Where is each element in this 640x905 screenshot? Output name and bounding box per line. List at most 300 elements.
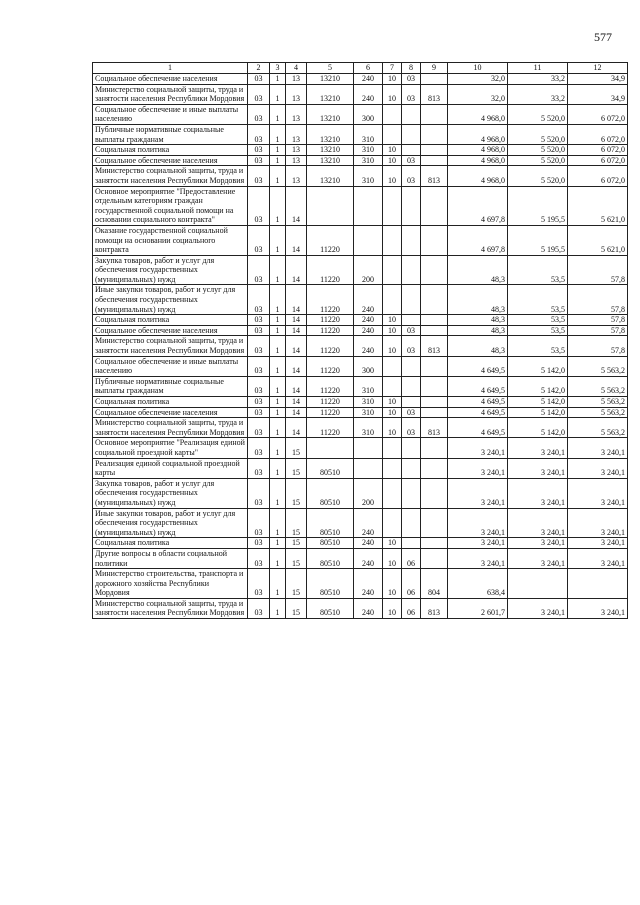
code-cell: 15 xyxy=(286,538,307,549)
code-cell xyxy=(383,508,402,538)
code-cell xyxy=(402,356,421,376)
table-row xyxy=(93,407,628,418)
code-cell xyxy=(402,104,421,124)
code-cell xyxy=(383,255,402,285)
amount-cell: 53,5 xyxy=(508,285,568,315)
code-cell: 03 xyxy=(248,145,270,156)
amount-cell: 3 240,1 xyxy=(568,508,628,538)
amount-cell: 4 649,5 xyxy=(448,418,508,438)
code-cell xyxy=(402,376,421,396)
code-cell: 310 xyxy=(354,418,383,438)
code-cell: 14 xyxy=(286,255,307,285)
code-cell: 14 xyxy=(286,397,307,408)
code-cell: 1 xyxy=(270,478,286,508)
code-cell: 240 xyxy=(354,598,383,618)
code-cell xyxy=(383,124,402,144)
amount-cell: 53,5 xyxy=(508,255,568,285)
amount-cell: 6 072,0 xyxy=(568,166,628,186)
code-cell: 1 xyxy=(270,407,286,418)
amount-cell: 57,8 xyxy=(568,336,628,356)
code-cell xyxy=(402,315,421,326)
code-cell: 200 xyxy=(354,255,383,285)
code-cell: 310 xyxy=(354,166,383,186)
code-cell: 13 xyxy=(286,84,307,104)
amount-cell: 3 240,1 xyxy=(508,508,568,538)
code-cell xyxy=(402,508,421,538)
code-cell: 1 xyxy=(270,548,286,568)
code-cell: 10 xyxy=(383,407,402,418)
amount-cell: 5 520,0 xyxy=(508,166,568,186)
code-cell xyxy=(383,438,402,458)
code-cell: 80510 xyxy=(307,458,354,478)
code-cell: 240 xyxy=(354,315,383,326)
code-cell: 10 xyxy=(383,84,402,104)
code-cell xyxy=(402,538,421,549)
code-cell: 1 xyxy=(270,376,286,396)
amount-cell: 5 621,0 xyxy=(568,186,628,225)
code-cell xyxy=(402,285,421,315)
code-cell: 03 xyxy=(248,255,270,285)
code-cell xyxy=(402,186,421,225)
code-cell: 10 xyxy=(383,145,402,156)
code-cell: 13 xyxy=(286,104,307,124)
code-cell xyxy=(421,407,448,418)
code-cell: 03 xyxy=(248,186,270,225)
code-cell xyxy=(421,376,448,396)
code-cell xyxy=(383,186,402,225)
amount-cell: 5 195,5 xyxy=(508,225,568,255)
code-cell xyxy=(421,124,448,144)
amount-cell: 3 240,1 xyxy=(448,438,508,458)
code-cell xyxy=(421,356,448,376)
amount-cell: 4 968,0 xyxy=(448,166,508,186)
table-row xyxy=(93,458,628,478)
code-cell: 03 xyxy=(248,569,270,599)
code-cell: 813 xyxy=(421,418,448,438)
amount-cell: 57,8 xyxy=(568,255,628,285)
code-cell: 11220 xyxy=(307,336,354,356)
amount-cell: 4 968,0 xyxy=(448,155,508,166)
row-name-cell: Иные закупки товаров, работ и услуг для обеспечения государственных (муниципальных) нужд xyxy=(93,285,248,315)
row-name-cell: Социальная политика xyxy=(93,538,248,549)
amount-cell: 3 240,1 xyxy=(508,598,568,618)
amount-cell: 4 649,5 xyxy=(448,356,508,376)
code-cell: 10 xyxy=(383,336,402,356)
amount-cell: 33,2 xyxy=(508,84,568,104)
table-row xyxy=(93,397,628,408)
row-name-cell: Министерство строительства, транспорта и дорожного хозяйства Республики Мордовия xyxy=(93,569,248,599)
code-cell: 80510 xyxy=(307,598,354,618)
amount-cell: 5 520,0 xyxy=(508,155,568,166)
table-row xyxy=(93,508,628,538)
amount-cell: 4 968,0 xyxy=(448,145,508,156)
code-cell xyxy=(402,124,421,144)
code-cell: 03 xyxy=(248,376,270,396)
code-cell: 1 xyxy=(270,225,286,255)
column-header: 12 xyxy=(568,63,628,74)
code-cell xyxy=(421,478,448,508)
code-cell: 13 xyxy=(286,155,307,166)
code-cell xyxy=(402,145,421,156)
code-cell xyxy=(402,225,421,255)
code-cell: 14 xyxy=(286,356,307,376)
code-cell: 10 xyxy=(383,569,402,599)
table-row xyxy=(93,285,628,315)
code-cell: 804 xyxy=(421,569,448,599)
amount-cell: 5 563,2 xyxy=(568,407,628,418)
amount-cell: 57,8 xyxy=(568,315,628,326)
row-name-cell: Социальное обеспечение населения xyxy=(93,325,248,336)
code-cell: 13 xyxy=(286,166,307,186)
code-cell: 1 xyxy=(270,74,286,85)
amount-cell: 3 240,1 xyxy=(508,538,568,549)
table-row xyxy=(93,598,628,618)
code-cell: 03 xyxy=(248,325,270,336)
code-cell xyxy=(421,255,448,285)
code-cell xyxy=(421,548,448,568)
amount-cell: 48,3 xyxy=(448,325,508,336)
code-cell: 1 xyxy=(270,325,286,336)
amount-cell: 3 240,1 xyxy=(568,438,628,458)
code-cell: 13 xyxy=(286,145,307,156)
code-cell: 14 xyxy=(286,315,307,326)
code-cell: 11220 xyxy=(307,418,354,438)
amount-cell: 3 240,1 xyxy=(568,598,628,618)
row-name-cell: Закупка товаров, работ и услуг для обеспечения государственных (муниципальных) нужд xyxy=(93,255,248,285)
amount-cell: 3 240,1 xyxy=(508,438,568,458)
row-name-cell: Публичные нормативные социальные выплаты гражданам xyxy=(93,124,248,144)
code-cell: 1 xyxy=(270,538,286,549)
code-cell: 14 xyxy=(286,225,307,255)
code-cell: 03 xyxy=(402,155,421,166)
code-cell: 240 xyxy=(354,74,383,85)
code-cell: 10 xyxy=(383,548,402,568)
amount-cell: 4 649,5 xyxy=(448,397,508,408)
row-name-cell: Министерство социальной защиты, труда и занятости населения Республики Мордовия xyxy=(93,336,248,356)
column-header: 6 xyxy=(354,63,383,74)
code-cell: 13210 xyxy=(307,145,354,156)
code-cell: 11220 xyxy=(307,397,354,408)
code-cell xyxy=(421,315,448,326)
code-cell: 10 xyxy=(383,155,402,166)
code-cell: 03 xyxy=(248,155,270,166)
table-row xyxy=(93,315,628,326)
amount-cell: 3 240,1 xyxy=(448,548,508,568)
code-cell: 1 xyxy=(270,124,286,144)
code-cell: 03 xyxy=(248,104,270,124)
code-cell: 14 xyxy=(286,336,307,356)
table-row xyxy=(93,418,628,438)
code-cell: 1 xyxy=(270,84,286,104)
code-cell: 1 xyxy=(270,145,286,156)
code-cell: 14 xyxy=(286,407,307,418)
row-name-cell: Министерство социальной защиты, труда и занятости населения Республики Мордовия xyxy=(93,598,248,618)
code-cell xyxy=(421,104,448,124)
row-name-cell: Социальное обеспечение населения xyxy=(93,74,248,85)
code-cell: 1 xyxy=(270,598,286,618)
column-header: 11 xyxy=(508,63,568,74)
amount-cell: 5 563,2 xyxy=(568,356,628,376)
table-row xyxy=(93,104,628,124)
code-cell: 80510 xyxy=(307,508,354,538)
code-cell xyxy=(421,155,448,166)
table-row xyxy=(93,325,628,336)
amount-cell: 4 649,5 xyxy=(448,407,508,418)
code-cell: 15 xyxy=(286,598,307,618)
code-cell xyxy=(307,186,354,225)
table-row xyxy=(93,376,628,396)
amount-cell: 48,3 xyxy=(448,336,508,356)
code-cell: 80510 xyxy=(307,548,354,568)
code-cell: 03 xyxy=(402,336,421,356)
amount-cell: 3 240,1 xyxy=(448,458,508,478)
amount-cell: 5 621,0 xyxy=(568,225,628,255)
amount-cell: 5 195,5 xyxy=(508,186,568,225)
column-header: 8 xyxy=(402,63,421,74)
code-cell: 240 xyxy=(354,569,383,599)
code-cell xyxy=(421,74,448,85)
amount-cell: 3 240,1 xyxy=(508,458,568,478)
code-cell xyxy=(421,325,448,336)
code-cell: 80510 xyxy=(307,478,354,508)
amount-cell: 4 968,0 xyxy=(448,124,508,144)
code-cell: 03 xyxy=(248,356,270,376)
row-name-cell: Основное мероприятие "Реализация единой социальной проездной карты" xyxy=(93,438,248,458)
code-cell: 813 xyxy=(421,84,448,104)
table-row xyxy=(93,438,628,458)
code-cell: 15 xyxy=(286,458,307,478)
code-cell: 240 xyxy=(354,538,383,549)
amount-cell: 53,5 xyxy=(508,325,568,336)
row-name-cell: Социальное обеспечение и иные выплаты населению xyxy=(93,104,248,124)
code-cell: 13 xyxy=(286,124,307,144)
code-cell xyxy=(402,255,421,285)
amount-cell: 34,9 xyxy=(568,84,628,104)
amount-cell: 5 563,2 xyxy=(568,418,628,438)
row-name-cell: Министерство социальной защиты, труда и занятости населения Республики Мордовия xyxy=(93,84,248,104)
amount-cell: 3 240,1 xyxy=(568,548,628,568)
code-cell xyxy=(421,397,448,408)
code-cell: 14 xyxy=(286,418,307,438)
table-row xyxy=(93,74,628,85)
code-cell: 1 xyxy=(270,508,286,538)
amount-cell xyxy=(568,569,628,599)
amount-cell: 5 520,0 xyxy=(508,145,568,156)
code-cell: 03 xyxy=(248,225,270,255)
row-name-cell: Основное мероприятие "Предоставление отдельным категориям граждан государственной социальной помощи на основании социального контракта" xyxy=(93,186,248,225)
amount-cell: 6 072,0 xyxy=(568,104,628,124)
code-cell: 14 xyxy=(286,376,307,396)
code-cell xyxy=(421,186,448,225)
column-number-row xyxy=(93,63,628,74)
row-name-cell: Закупка товаров, работ и услуг для обеспечения государственных (муниципальных) нужд xyxy=(93,478,248,508)
row-name-cell: Социальная политика xyxy=(93,145,248,156)
row-name-cell: Социальное обеспечение населения xyxy=(93,407,248,418)
code-cell: 11220 xyxy=(307,325,354,336)
amount-cell: 5 520,0 xyxy=(508,104,568,124)
amount-cell xyxy=(508,569,568,599)
code-cell: 13210 xyxy=(307,124,354,144)
code-cell: 1 xyxy=(270,285,286,315)
code-cell xyxy=(354,186,383,225)
code-cell: 300 xyxy=(354,356,383,376)
code-cell: 03 xyxy=(248,418,270,438)
code-cell: 1 xyxy=(270,104,286,124)
row-name-cell: Оказание государственной социальной помощи на основании социального контракта xyxy=(93,225,248,255)
table-row xyxy=(93,225,628,255)
amount-cell: 3 240,1 xyxy=(568,458,628,478)
amount-cell: 34,9 xyxy=(568,74,628,85)
amount-cell: 3 240,1 xyxy=(448,478,508,508)
code-cell: 240 xyxy=(354,548,383,568)
code-cell: 310 xyxy=(354,155,383,166)
row-name-cell: Социальная политика xyxy=(93,315,248,326)
table-row xyxy=(93,124,628,144)
code-cell xyxy=(402,438,421,458)
amount-cell: 3 240,1 xyxy=(448,508,508,538)
amount-cell: 5 142,0 xyxy=(508,397,568,408)
code-cell: 813 xyxy=(421,336,448,356)
code-cell xyxy=(421,438,448,458)
amount-cell: 57,8 xyxy=(568,325,628,336)
amount-cell: 48,3 xyxy=(448,285,508,315)
code-cell: 03 xyxy=(248,84,270,104)
code-cell: 11220 xyxy=(307,255,354,285)
column-header: 4 xyxy=(286,63,307,74)
code-cell xyxy=(402,458,421,478)
code-cell: 11220 xyxy=(307,225,354,255)
column-header: 5 xyxy=(307,63,354,74)
code-cell: 15 xyxy=(286,438,307,458)
column-header: 1 xyxy=(93,63,248,74)
amount-cell: 6 072,0 xyxy=(568,124,628,144)
amount-cell: 4 968,0 xyxy=(448,104,508,124)
amount-cell: 5 142,0 xyxy=(508,418,568,438)
table-row xyxy=(93,84,628,104)
code-cell: 15 xyxy=(286,548,307,568)
code-cell: 13210 xyxy=(307,104,354,124)
code-cell: 10 xyxy=(383,397,402,408)
code-cell: 06 xyxy=(402,569,421,599)
amount-cell: 6 072,0 xyxy=(568,145,628,156)
code-cell: 310 xyxy=(354,376,383,396)
table-row xyxy=(93,356,628,376)
code-cell: 03 xyxy=(248,166,270,186)
code-cell: 240 xyxy=(354,325,383,336)
code-cell xyxy=(402,478,421,508)
table-row xyxy=(93,538,628,549)
code-cell xyxy=(421,285,448,315)
code-cell xyxy=(421,458,448,478)
amount-cell: 6 072,0 xyxy=(568,155,628,166)
code-cell xyxy=(354,458,383,478)
code-cell: 14 xyxy=(286,325,307,336)
row-name-cell: Иные закупки товаров, работ и услуг для обеспечения государственных (муниципальных) нужд xyxy=(93,508,248,538)
code-cell: 03 xyxy=(248,478,270,508)
code-cell: 813 xyxy=(421,166,448,186)
code-cell: 1 xyxy=(270,336,286,356)
code-cell: 10 xyxy=(383,598,402,618)
code-cell: 03 xyxy=(402,84,421,104)
code-cell xyxy=(383,376,402,396)
amount-cell: 5 563,2 xyxy=(568,376,628,396)
code-cell: 200 xyxy=(354,478,383,508)
table-row xyxy=(93,478,628,508)
code-cell xyxy=(307,438,354,458)
code-cell: 03 xyxy=(248,397,270,408)
row-name-cell: Другие вопросы в области социальной политики xyxy=(93,548,248,568)
amount-cell: 4 697,8 xyxy=(448,225,508,255)
budget-table-body xyxy=(93,63,628,619)
table-row xyxy=(93,145,628,156)
amount-cell: 53,5 xyxy=(508,336,568,356)
code-cell: 13210 xyxy=(307,84,354,104)
code-cell xyxy=(383,356,402,376)
code-cell: 14 xyxy=(286,186,307,225)
row-name-cell: Социальное обеспечение и иные выплаты населению xyxy=(93,356,248,376)
code-cell: 1 xyxy=(270,155,286,166)
code-cell: 15 xyxy=(286,508,307,538)
row-name-cell: Министерство социальной защиты, труда и занятости населения Республики Мордовия xyxy=(93,418,248,438)
code-cell xyxy=(354,225,383,255)
code-cell: 1 xyxy=(270,397,286,408)
code-cell: 1 xyxy=(270,186,286,225)
table-row xyxy=(93,166,628,186)
amount-cell: 2 601,7 xyxy=(448,598,508,618)
code-cell: 1 xyxy=(270,315,286,326)
code-cell: 03 xyxy=(248,124,270,144)
code-cell: 310 xyxy=(354,407,383,418)
budget-table xyxy=(92,62,628,619)
table-row xyxy=(93,569,628,599)
amount-cell: 32,0 xyxy=(448,74,508,85)
code-cell: 03 xyxy=(402,407,421,418)
code-cell: 310 xyxy=(354,124,383,144)
row-name-cell: Социальное обеспечение населения xyxy=(93,155,248,166)
code-cell: 11220 xyxy=(307,407,354,418)
amount-cell: 3 240,1 xyxy=(508,478,568,508)
amount-cell: 5 142,0 xyxy=(508,356,568,376)
code-cell: 11220 xyxy=(307,315,354,326)
code-cell: 1 xyxy=(270,569,286,599)
code-cell: 11220 xyxy=(307,376,354,396)
amount-cell: 53,5 xyxy=(508,315,568,326)
code-cell: 10 xyxy=(383,538,402,549)
code-cell xyxy=(383,458,402,478)
row-name-cell: Социальная политика xyxy=(93,397,248,408)
code-cell xyxy=(383,104,402,124)
code-cell: 10 xyxy=(383,166,402,186)
code-cell: 1 xyxy=(270,255,286,285)
amount-cell: 48,3 xyxy=(448,255,508,285)
column-header: 7 xyxy=(383,63,402,74)
code-cell: 240 xyxy=(354,285,383,315)
code-cell: 1 xyxy=(270,356,286,376)
code-cell: 13210 xyxy=(307,155,354,166)
column-header: 9 xyxy=(421,63,448,74)
amount-cell: 57,8 xyxy=(568,285,628,315)
code-cell: 240 xyxy=(354,336,383,356)
code-cell: 03 xyxy=(248,285,270,315)
code-cell: 03 xyxy=(248,508,270,538)
code-cell: 813 xyxy=(421,598,448,618)
row-name-cell: Министерство социальной защиты, труда и занятости населения Республики Мордовия xyxy=(93,166,248,186)
code-cell: 15 xyxy=(286,478,307,508)
code-cell xyxy=(421,508,448,538)
code-cell: 80510 xyxy=(307,569,354,599)
code-cell: 03 xyxy=(248,315,270,326)
code-cell: 10 xyxy=(383,74,402,85)
